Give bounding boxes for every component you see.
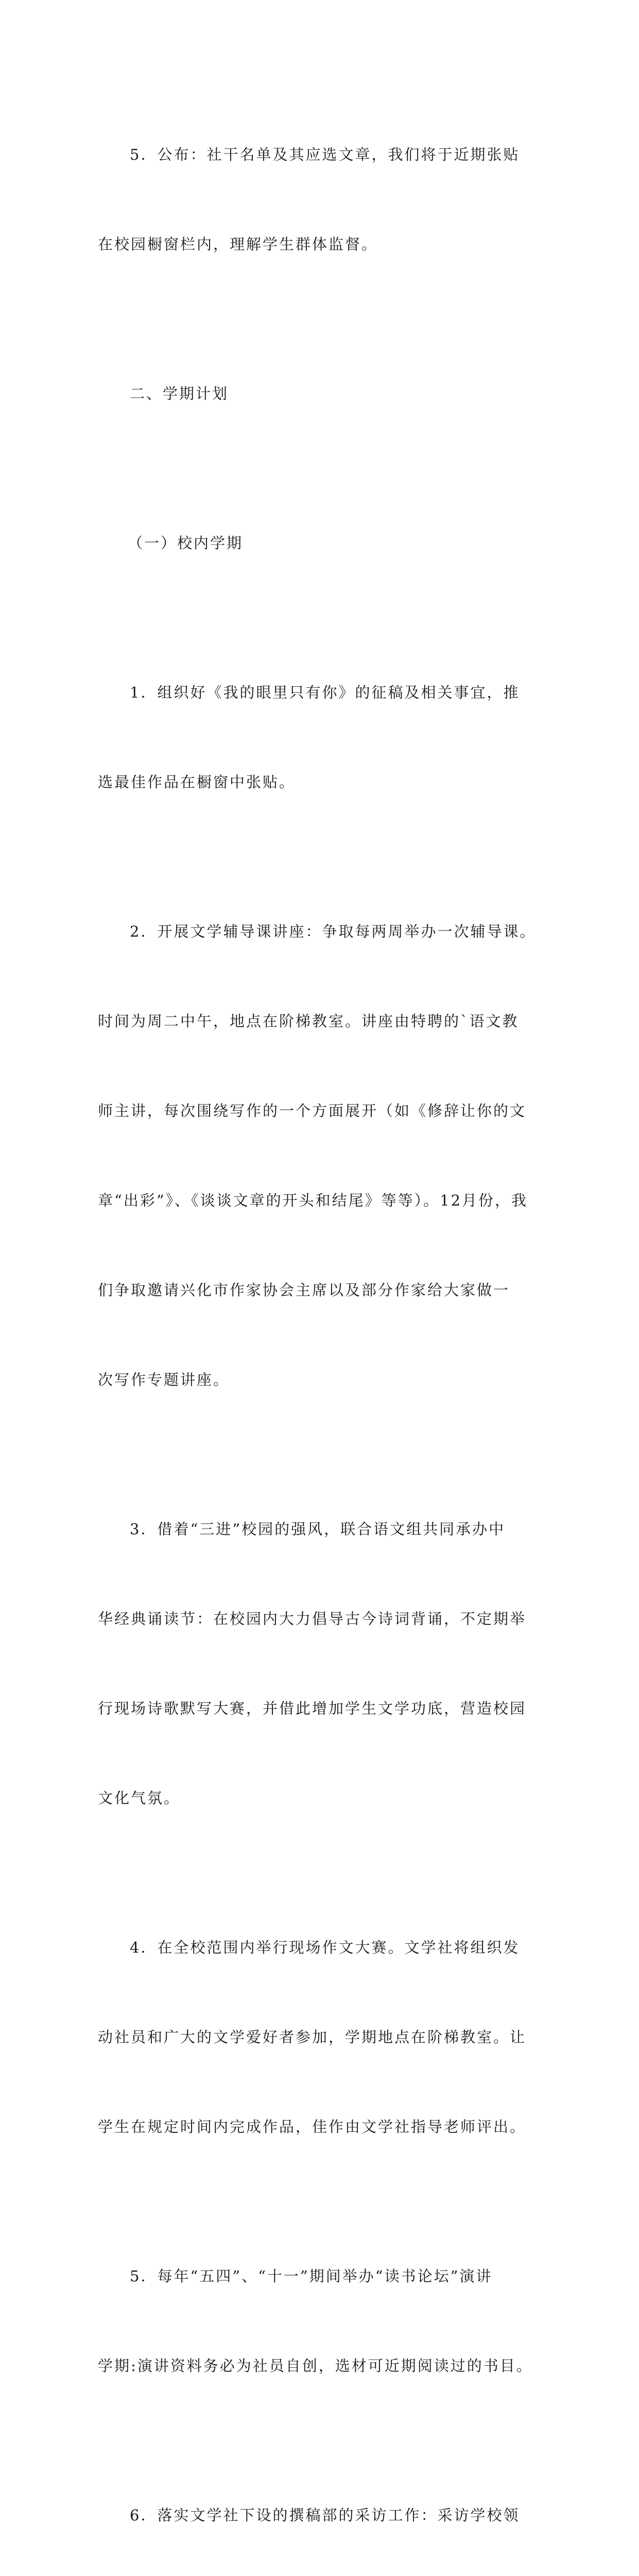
- text-line: 选最佳作品在橱窗中张贴。: [98, 773, 296, 791]
- text-line: 学生在规定时间内完成作品，佳作由文学社指导老师评出。: [98, 2118, 527, 2136]
- heading-on-campus: （一）校内学期: [128, 534, 244, 552]
- text-line: 行现场诗歌默写大赛，并借此增加学生文学功底，营造校园: [98, 1700, 527, 1717]
- text-line: 6．落实文学社下设的撰稿部的采访工作：采访学校领: [130, 2506, 520, 2524]
- text-line: 时间为周二中午，地点在阶梯教室。讲座由特聘的`语文教: [98, 1012, 519, 1030]
- paragraph-item-1: [98, 618, 541, 857]
- paragraph-item-5: [98, 2201, 541, 2441]
- text-line: 3．借着“三进”校园的强风，联合语文组共同承办中: [130, 1520, 506, 1538]
- paragraph-item-3: [98, 1454, 541, 1873]
- document-body: [98, 80, 541, 2576]
- paragraph-publish: [98, 80, 541, 319]
- heading-semester-plan: 二、学期计划: [130, 385, 229, 402]
- paragraph-item-2: [98, 857, 541, 1454]
- text-line: 2．开展文学辅导课讲座：争取每两周举办一次辅导课。: [130, 923, 537, 940]
- text-line: 5．公布：社干名单及其应选文章，我们将于近期张贴: [130, 146, 520, 163]
- text-line: 次写作专题讲座。: [98, 1371, 230, 1388]
- paragraph-item-4: [98, 1873, 541, 2201]
- text-line: 在校园橱窗栏内，理解学生群体监督。: [98, 235, 378, 253]
- text-line: 师主讲，每次围绕写作的一个方面展开（如《修辞让你的文: [98, 1102, 527, 1120]
- text-line: 们争取邀请兴化市作家协会主席以及部分作家给大家做一: [98, 1281, 510, 1299]
- text-line: 华经典诵读节：在校园内大力倡导古今诗词背诵，不定期举: [98, 1610, 527, 1628]
- text-line: 动社员和广大的文学爱好者参加，学期地点在阶梯教室。让: [98, 2028, 527, 2046]
- text-line: 5．每年“五四”、“十一”期间举办“读书论坛”演讲: [130, 2267, 493, 2285]
- text-line: 1．组织好《我的眼里只有你》的征稿及相关事宜，推: [130, 684, 520, 701]
- paragraph-item-6: [98, 2441, 541, 2576]
- subsection-heading: [98, 468, 541, 618]
- text-line: 文化气氛。: [98, 1789, 181, 1807]
- text-line: 章“出彩”》、《谈谈文章的开头和结尾》等等）。12月份，我: [98, 1192, 528, 1209]
- text-line: 学期:演讲资料务必为社员自创，选材可近期阅读过的书目。: [98, 2357, 533, 2375]
- section-heading: [98, 319, 541, 468]
- text-line: 4．在全校范围内举行现场作文大赛。文学社将组织发: [130, 1939, 520, 1956]
